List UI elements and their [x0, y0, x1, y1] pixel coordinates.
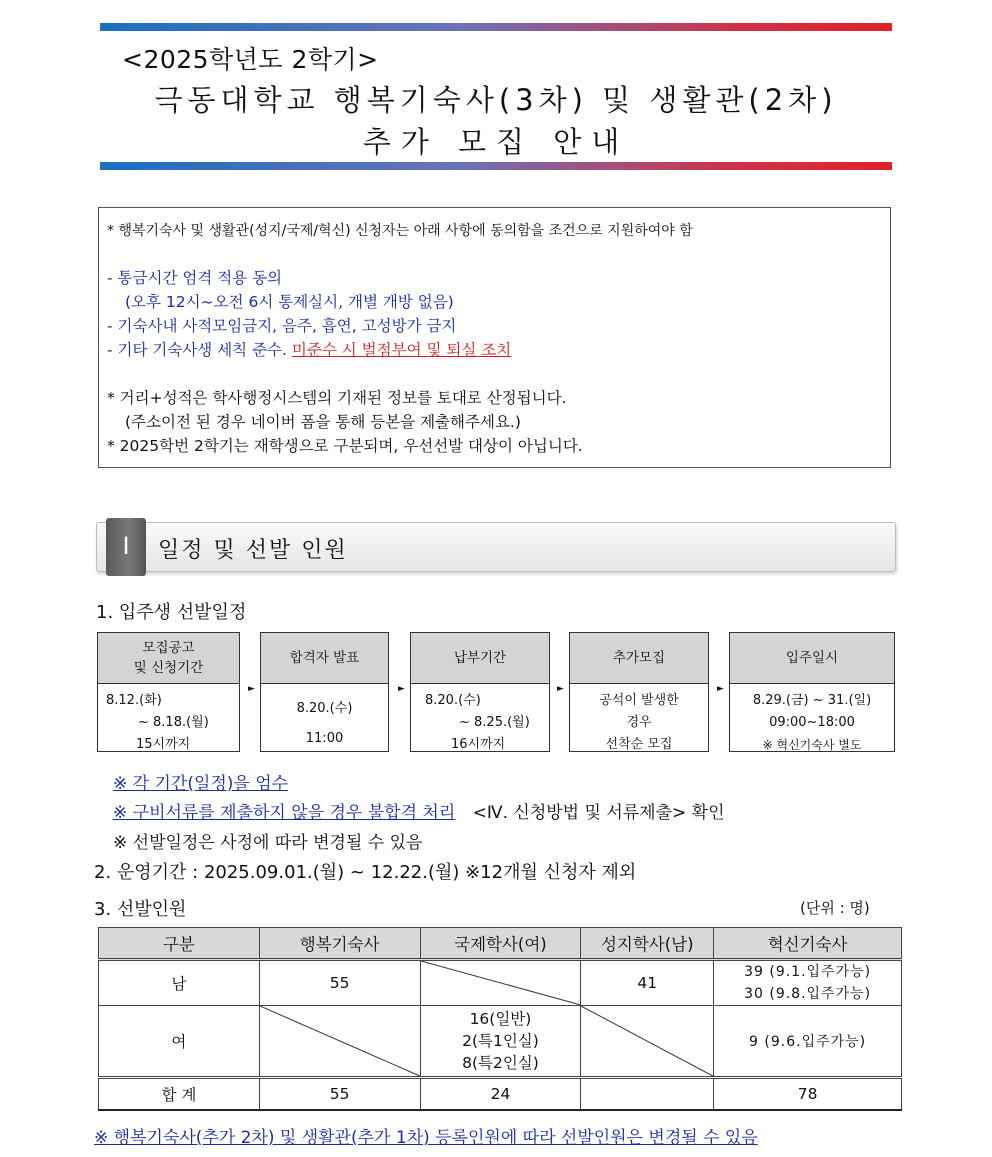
schedule-heading: 1. 입주생 선발일정	[96, 602, 247, 623]
col-header-happy: 행복기숙사	[259, 928, 420, 960]
step-deadline: 16시까지	[451, 737, 506, 752]
cell-female-happy-na	[259, 1006, 420, 1078]
diagonal-strike	[421, 961, 581, 1005]
row-label-female: 여	[99, 1006, 260, 1078]
schedule-step-title	[98, 633, 239, 684]
intl-female-line: 16(일반)	[469, 1010, 532, 1028]
section-title: 일정 및 선발 인원	[158, 538, 348, 563]
selection-footnote: ※ 행복기숙사(추가 2차) 및 생활관(추가 1차) 등록인원에 따라 선발인원은 변경될 수 있음	[94, 1128, 758, 1148]
notice-calc: * 거리+성적은 학사행정시스템의 기재된 정보를 토대로 산정됩니다.	[107, 389, 567, 407]
cell-total-seongji	[581, 1078, 714, 1111]
notice-penalty: 미준수 시 벌점부여 및 퇴실 조치	[291, 341, 512, 359]
step-line: 선착순 모집	[605, 737, 673, 752]
schedule-step-title: 합격자 발표	[261, 633, 388, 684]
arrow-icon: ►	[398, 684, 405, 694]
cell-male-intl-na	[420, 960, 581, 1006]
semester-label: <2025학년도 2학기>	[122, 45, 379, 74]
cell-male-happy: 55	[259, 960, 420, 1006]
cell-total-happy: 55	[259, 1078, 420, 1111]
cell-total-intl: 24	[420, 1078, 581, 1111]
step-title-line: 및 신청기간	[133, 660, 204, 676]
schedule-step-title: 추가모집	[570, 633, 708, 684]
table-row-total	[99, 1078, 902, 1111]
hyeoksin-male-line: 39 (9.1.입주가능)	[744, 964, 872, 980]
notice-rule-curfew: - 통금시간 엄격 적용 동의	[107, 269, 283, 287]
hyeoksin-male-line: 30 (9.8.입주가능)	[744, 986, 872, 1002]
cell-female-intl	[420, 1006, 581, 1078]
step-time: 11:00	[305, 731, 344, 746]
schedule-step	[729, 632, 895, 752]
arrow-icon: ►	[557, 684, 564, 694]
notice-rule-prohibit: - 기숙사내 사적모임금지, 음주, 흡연, 고성방가 금지	[107, 317, 457, 335]
cell-female-seongji-na	[581, 1006, 714, 1078]
selection-table	[98, 927, 902, 1111]
note-documents-ref: <Ⅳ. 신청방법 및 서류제출> 확인	[472, 803, 725, 823]
note-documents: ※ 구비서류를 제출하지 않을 경우 불합격 처리	[113, 803, 456, 823]
selection-unit: (단위 : 명)	[800, 899, 870, 917]
cell-total-hyeoksin: 78	[714, 1078, 902, 1111]
notice-intro: * 행복기숙사 및 생활관(성지/국제/혁신) 신청자는 아래 사항에 동의함을 조건으로 지원하여야 함	[107, 223, 693, 239]
selection-heading: 3. 선발인원	[94, 899, 187, 920]
schedule-step-title: 입주일시	[730, 633, 894, 684]
step-deadline: 15시까지	[136, 737, 191, 752]
notice-rule-curfew-detail: (오후 12시~오전 6시 통제실시, 개별 개방 없음)	[125, 293, 454, 311]
diagonal-strike	[260, 1006, 420, 1076]
col-header-category: 구분	[99, 928, 260, 960]
col-header-hyeoksin: 혁신기숙사	[714, 928, 902, 960]
note-schedule-change: ※ 선발일정은 사정에 따라 변경될 수 있음	[113, 833, 423, 853]
header-top-bar	[100, 23, 892, 31]
row-label-total: 합 계	[99, 1078, 260, 1111]
cell-female-hyeoksin: 9 (9.6.입주가능)	[714, 1006, 902, 1078]
notice-box	[98, 207, 891, 468]
operation-period: 2. 운영기간 : 2025.09.01.(월) ~ 12.22.(월) ※12개월 신청자 제외	[94, 862, 637, 883]
table-header-row	[99, 928, 902, 960]
schedule-step	[569, 632, 709, 752]
table-row-male	[99, 960, 902, 1006]
col-header-intl: 국제학사(여)	[420, 928, 581, 960]
table-row-female	[99, 1006, 902, 1078]
step-date-start: 8.20.(수)	[425, 693, 481, 708]
cell-male-seongji: 41	[581, 960, 714, 1006]
section-number: Ⅰ	[106, 518, 146, 576]
page-subtitle: 추가 모집 안내	[362, 125, 630, 159]
step-date-end: ~ 8.18.(월)	[138, 715, 209, 730]
notice-rule-bylaws: - 기타 기숙사생 세칙 준수.	[107, 341, 287, 359]
step-note: ※ 혁신기숙사 별도	[762, 738, 862, 752]
header-bottom-bar	[100, 162, 892, 170]
notice-calc-detail: (주소이전 된 경우 네이버 폼을 통해 등본을 제출해주세요.)	[125, 413, 521, 431]
note-documents-line	[113, 798, 725, 823]
note-keep-schedule: ※ 각 기간(일정)을 엄수	[113, 774, 289, 794]
arrow-icon: ►	[248, 684, 255, 694]
step-line: 경우	[626, 715, 652, 730]
step-date-start: 8.12.(화)	[106, 693, 162, 708]
step-time: 09:00~18:00	[769, 715, 855, 730]
page-title: 극동대학교 행복기숙사(3차) 및 생활관(2차)	[154, 83, 838, 117]
step-date: 8.20.(수)	[296, 701, 353, 716]
step-title-line: 모집공고	[142, 640, 195, 656]
step-date-end: ~ 8.25.(월)	[459, 715, 530, 730]
intl-female-line: 8(특2인실)	[462, 1054, 539, 1072]
notice-rule-bylaws-line	[107, 338, 511, 360]
diagonal-strike	[581, 1006, 713, 1076]
step-line: 공석이 발생한	[599, 693, 679, 708]
col-header-seongji: 성지학사(남)	[581, 928, 714, 960]
intl-female-line: 2(특1인실)	[462, 1032, 539, 1050]
schedule-step	[260, 632, 389, 752]
cell-male-hyeoksin	[714, 960, 902, 1006]
arrow-icon: ►	[717, 684, 724, 694]
row-label-male: 남	[99, 960, 260, 1006]
schedule-step-title: 납부기간	[411, 633, 549, 684]
schedule-step	[97, 632, 240, 752]
step-date: 8.29.(금) ~ 31.(일)	[752, 693, 872, 708]
schedule-step	[410, 632, 550, 752]
notice-freshman: * 2025학번 2학기는 재학생으로 구분되며, 우선선발 대상이 아닙니다.	[107, 437, 583, 455]
